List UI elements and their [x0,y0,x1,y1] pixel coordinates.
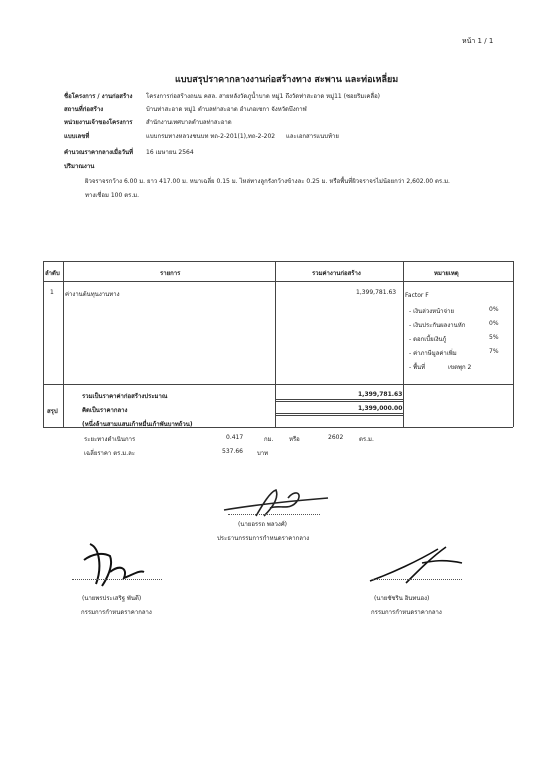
factor-value: 7% [489,348,499,355]
agency-label: หน่วยงานเจ้าของโครงการ [64,119,133,126]
factor-label: - เงินล่วงหน้าจ่าย [409,308,454,315]
area-value: 2602 [328,434,344,441]
committee-right-role: กรรมการกำหนดราคากลาง [371,609,442,616]
summary-label: สรุป [47,408,58,415]
document-title: แบบสรุปราคากลางงานก่อสร้างทาง สะพาน และท่อเหลี่ยม [175,75,399,85]
drawing-value: แบบกรมทางหลวงชนบท ทถ-2-201(1),ทถ-2-202 [146,133,276,140]
row-cost: 1,399,781.63 [356,289,397,296]
location-label: สถานที่ก่อสร้าง [64,106,104,113]
factor-label: - ดอกเบี้ยเงินกู้ [409,336,447,343]
factor-value: 0% [489,320,499,327]
date-label: คำนวณราคากลางเมื่อวันที่ [64,149,134,156]
total-label: รวมเป็นราคาค่าก่อสร้างประมาณ [82,393,168,400]
committee-right-signature [362,543,472,587]
factor-label: - ค่าภาษีมูลค่าเพิ่ม [409,350,457,357]
factor-title: Factor F [405,292,429,299]
distance-unit: กม. [264,436,274,443]
date-value: 16 เมษายน 2564 [146,149,194,156]
chairman-name: (นายอรรถ พลวงศ์) [238,521,287,528]
committee-left-signature [80,540,150,588]
drawing-label: แบบเลขที่ [64,133,90,140]
total-value: 1,399,781.63 [358,391,403,398]
committee-right-name: (นายชัชริน อินทนอง) [374,595,430,602]
column-header-cost: รวมค่างานก่อสร้าง [312,270,361,277]
project-label: ชื่อโครงการ / งานก่อสร้าง [64,93,133,100]
quantity-label: ปริมาณงาน [64,163,95,170]
or-label: หรือ [289,436,300,443]
factor-label: - พื้นที่ [409,364,426,371]
factor-value: เขตพุก 2 [448,364,472,371]
median-price-label: คิดเป็นราคากลาง [82,407,128,414]
quantity-line-1: ผิวจราจรกว้าง 6.00 ม. ยาว 417.00 ม. หนาเฉลี่ย 0.15 ม. ไหล่ทางลูกรังกว้างข้างละ 0.25 ม. หรือพื้นที่ผิวจราจรไม่น้อยกว่า 2,602.00 ตร.ม. [85,178,450,185]
avg-price-value: 537.66 [222,448,243,455]
project-value: โครงการก่อสร้างถนน คสล. สายหลังวัดภูน้ำบาด หมู่1 ถึงวัดท่าสะอาด หมู่11 (ซอยริมเคลื่อ) [146,93,381,100]
distance-label: ระยะทางดำเนินการ [84,436,136,443]
column-header-no: ลำดับ [45,270,60,277]
avg-price-unit: บาท [257,450,269,457]
committee-left-role: กรรมการกำหนดราคากลาง [81,609,152,616]
drawing-extra: และเอกสารแนบท้าย [286,133,339,140]
row-item: ค่างานต้นทุนงานทาง [65,291,120,298]
page-number: หน้า 1 / 1 [462,37,494,45]
column-header-note: หมายเหตุ [434,270,459,277]
location-value: บ้านท่าสะอาด หมู่1 ตำบลท่าสะอาด อำเภอเซกา จังหวัดบึงกาฬ [146,106,307,113]
distance-value: 0.417 [226,434,244,441]
chairman-role: ประธานกรรมการกำหนดราคากลาง [217,535,310,542]
column-header-item: รายการ [160,270,181,277]
row-number: 1 [50,289,54,296]
quantity-line-2: ทางเชื่อม 100 ตร.ม. [85,192,140,199]
committee-left-name: (นายพรประเสริฐ พันดี) [82,595,142,602]
factor-value: 5% [489,334,499,341]
median-price-value: 1,399,000.00 [358,405,403,412]
factor-label: - เงินประกันผลงานหัก [409,322,466,329]
amount-in-words: (หนึ่งล้านสามแสนเก้าหมื่นเก้าพันบาทถ้วน) [82,421,193,428]
avg-price-label: เฉลี่ยราคา ตร.ม.ละ [84,450,135,457]
agency-value: สำนักงานเทศบาลตำบลท่าสะอาด [146,119,232,126]
area-unit: ตร.ม. [359,436,374,443]
factor-value: 0% [489,306,499,313]
